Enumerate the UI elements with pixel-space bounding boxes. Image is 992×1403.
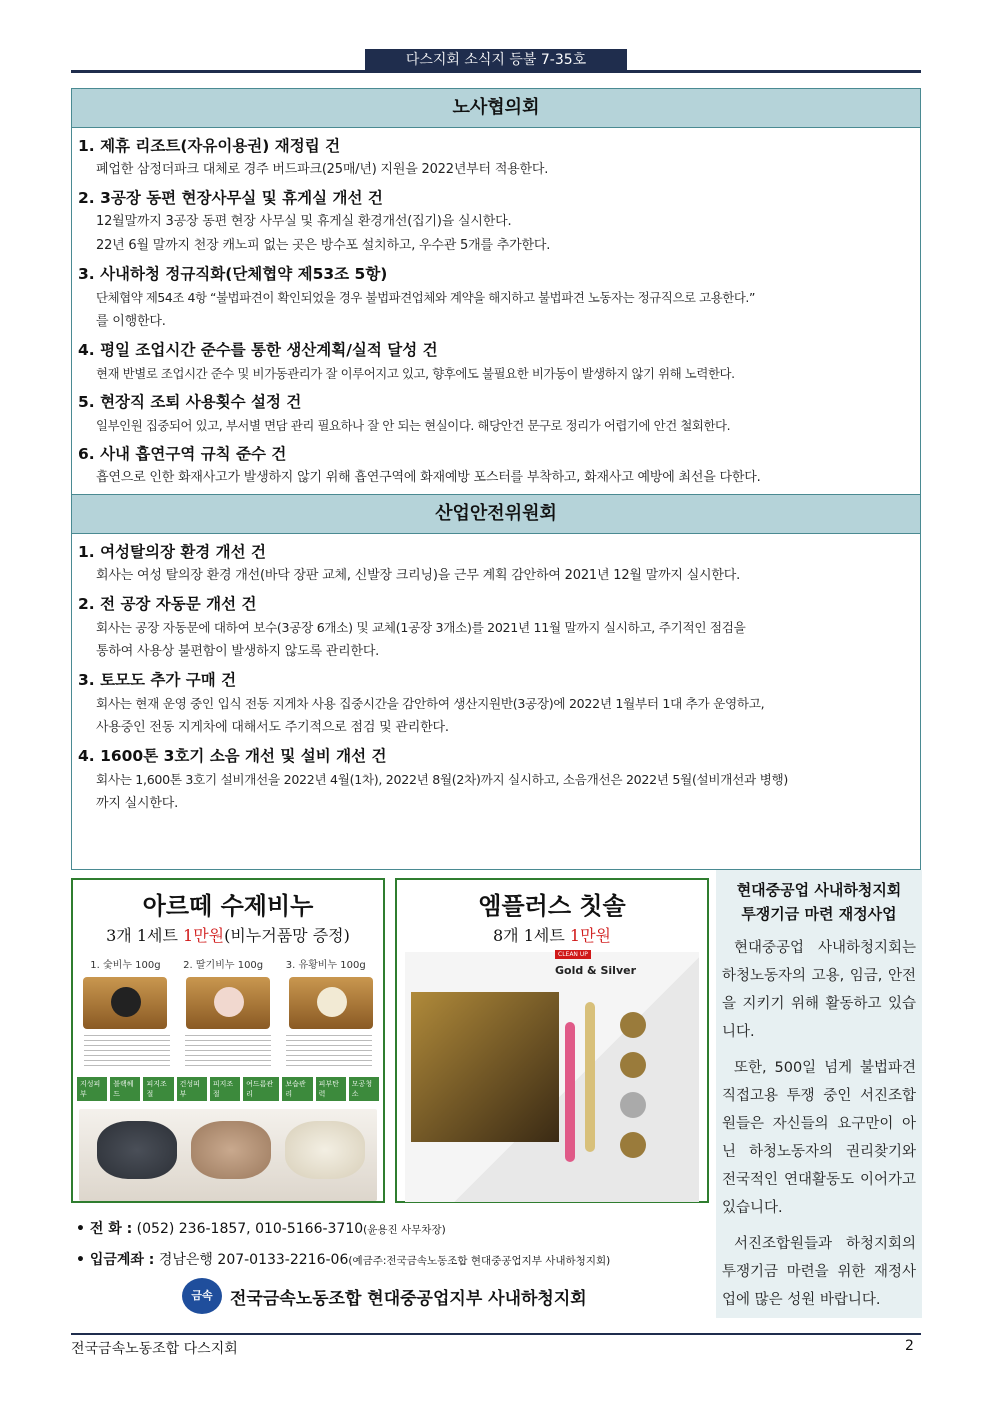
soap-type: 1. 숯비누 100g (90, 960, 161, 971)
soap-sub-suffix: (비누거품망 증정) (224, 926, 350, 945)
phone-label: • 전 화 : (76, 1221, 133, 1237)
soap-desc-block (185, 1035, 271, 1069)
soap-title: 아르떼 수제비누 (142, 892, 314, 920)
sulfur-soap-photo (289, 977, 373, 1029)
item-body: 현재 반별로 조업시간 준수 및 비가동관리가 잘 이루어지고 있고, 향후에도 불필요한 비가동이 발생하지 않기 위해 노력한다. (96, 366, 735, 381)
soap-price: 1만원 (183, 926, 225, 945)
soap-desc-block (84, 1035, 170, 1069)
item-body: 통하여 사용상 불편함이 발생하지 않도록 관리한다. (96, 644, 380, 659)
soap-promo (71, 878, 385, 1203)
soap-tag: 건성피부 (177, 1077, 207, 1101)
sidebar-subtitle: 투쟁기금 마련 재정사업 (741, 905, 897, 923)
soap-gift-box-photo (79, 1109, 377, 1201)
gold-silver-label: Gold & Silver (555, 964, 637, 977)
account-label: • 입금계좌 : (76, 1252, 155, 1268)
sidebar-paragraph: 현대중공업 사내하청지회는 하청노동자의 고용, 임금, 안전을 지키기 위해 활동하고 있습니다. (722, 940, 916, 1040)
account-line (76, 1245, 610, 1276)
brush-sub-prefix: 8개 1세트 (493, 926, 570, 945)
item-body: 를 이행한다. (96, 314, 166, 329)
soap-tag: 보습관리 (282, 1077, 312, 1101)
strawberry-soap-cake (191, 1121, 271, 1179)
union-name: 전국금속노동조합 현대중공업지부 사내하청지회 (230, 1289, 587, 1309)
bristle-detail-circle (620, 1092, 646, 1118)
section-heading-safety: 산업안전위원회 (72, 494, 920, 534)
item-body: 폐업한 삼정더파크 대체로 경주 버드파크(25매/년) 지원을 2022년부터 적용한다. (96, 162, 549, 177)
soap-tags (73, 1077, 383, 1101)
item-title: 5. 현장직 조퇴 사용횟수 설정 건 (78, 393, 302, 411)
item-title: 1. 여성탈의장 환경 개선 건 (78, 543, 266, 561)
brush-price: 1만원 (569, 926, 611, 945)
item-body: 12월말까지 3공장 동편 현장 사무실 및 휴게실 환경개선(집기)을 실시한다. (96, 214, 512, 229)
metal-union-logo: 금속 (182, 1278, 222, 1314)
gold-toothbrush (585, 1002, 595, 1152)
item-title: 2. 전 공장 자동문 개선 건 (78, 595, 257, 613)
toothbrush-title: 엠플러스 칫솔 (478, 892, 626, 920)
page-number: 2 (905, 1338, 914, 1354)
phone-number: (052) 236-1857, 010-5166-3710 (136, 1221, 364, 1237)
item-title: 4. 평일 조업시간 준수를 통한 생산계획/실적 달성 건 (78, 341, 438, 359)
soap-desc-block (286, 1035, 372, 1069)
toothbrush-photo (405, 952, 699, 1202)
sulfur-soap-cake (285, 1121, 365, 1179)
bristle-detail-circle (620, 1012, 646, 1038)
contact-info (76, 1214, 610, 1276)
soap-tag: 여드름관리 (243, 1077, 279, 1101)
soap-tag: 블랙헤드 (110, 1077, 140, 1101)
item-title: 6. 사내 흡연구역 규칙 준수 건 (78, 445, 287, 463)
item-title: 3. 사내하청 정규직화(단체협약 제53조 5항) (78, 265, 388, 283)
toothbrush-promo (395, 878, 709, 1203)
item-title: 1. 제휴 리조트(자유이용권) 재정립 건 (78, 137, 341, 155)
soap-tag: 모공청소 (349, 1077, 379, 1101)
fundraising-sidebar (716, 870, 922, 1318)
charcoal-soap-photo (83, 977, 167, 1029)
soap-tag: 피지조절 (210, 1077, 240, 1101)
soap-sub-prefix: 3개 1세트 (106, 926, 184, 945)
labor-items (72, 128, 920, 494)
item-body: 흡연으로 인한 화재사고가 발생하지 않기 위해 흡연구역에 화재예방 포스터를 부착하고, 화재사고 예방에 최선을 다한다. (96, 470, 761, 485)
item-body: 단체협약 제54조 4항 “불법파견이 확인되었을 경우 불법파견업체와 계약을 해지하고 불법파견 노동자는 정규직으로 고용한다.” (96, 290, 755, 305)
toothbrush-subtitle (397, 923, 707, 946)
item-body: 회사는 여성 탈의장 환경 개선(바닥 장판 교체, 신발장 크리닝)을 근무 계획 감안하여 2021년 12월 말까지 실시한다. (96, 568, 741, 583)
soap-types (73, 956, 383, 971)
soap-tag: 피지조절 (143, 1077, 173, 1101)
item-title: 4. 1600톤 3호기 소음 개선 및 설비 개선 건 (78, 747, 387, 765)
soap-tag: 지성피부 (77, 1077, 107, 1101)
account-number: 경남은행 207-0133-2216-06 (158, 1252, 349, 1268)
item-body: 사용중인 전동 지게차에 대해서도 주기적으로 점검 및 관리한다. (96, 720, 449, 735)
item-title: 3. 토모도 추가 구매 건 (78, 671, 237, 689)
soap-descriptions (73, 1035, 383, 1069)
account-note: (예금주:전국금속노동조합 현대중공업지부 사내하청지회) (348, 1255, 611, 1267)
item-body: 22년 6월 말까지 천장 캐노피 없는 곳은 방수포 설치하고, 우수관 5개를 추가한다. (96, 238, 551, 253)
safety-items (72, 534, 920, 820)
soap-photos (73, 977, 383, 1029)
clean-up-badge: CLEAN UP (555, 950, 591, 959)
soap-subtitle (73, 923, 383, 946)
strawberry-soap-photo (186, 977, 270, 1029)
charcoal-soap-cake (97, 1121, 177, 1179)
newsletter-title: 다스지회 소식지 등불 7-35호 (365, 49, 627, 71)
section-heading-labor: 노사협의회 (72, 89, 920, 128)
item-body: 까지 실시한다. (96, 796, 179, 811)
sidebar-title: 현대중공업 사내하청지회 (736, 881, 902, 899)
pink-toothbrush (565, 1022, 575, 1162)
sidebar-paragraph: 서진조합원들과 하청지회의 투쟁기금 마련을 위한 재정사업에 많은 성원 바랍니다. (722, 1236, 916, 1308)
soap-type: 2. 딸기비누 100g (183, 960, 264, 971)
sidebar-paragraph: 또한, 500일 넘게 불법파견 직접고용 투쟁 중인 서진조합원들은 자신들의 요구만이 아닌 하청노동자의 권리찾기와 전국적인 연대활동도 이어가고 있습니다. (722, 1060, 916, 1216)
soap-tag: 피부탄력 (316, 1077, 346, 1101)
item-body: 회사는 1,600톤 3호기 설비개선을 2022년 4월(1차), 2022년 8월(2차)까지 실시하고, 소음개선은 2022년 5월(설비개선과 병행) (96, 772, 788, 787)
item-body: 일부인원 집중되어 있고, 부서별 면담 관리 필요하나 잘 안 되는 현실이다. 해당안건 문구로 정리가 어렵기에 안건 철회한다. (96, 418, 731, 433)
bristle-detail-circle (620, 1052, 646, 1078)
footer-rule (71, 1333, 921, 1335)
item-body: 회사는 공장 자동문에 대하여 보수(3공장 6개소) 및 교체(1공장 3개소)를 2021년 11월 말까지 실시하고, 주기적인 점검을 (96, 620, 746, 635)
item-body: 회사는 현재 운영 중인 입식 전동 지게차 사용 집중시간을 감안하여 생산지원반(3공장)에 2022년 1월부터 1대 추가 운영하고, (96, 696, 765, 711)
bristle-detail-circle (620, 1132, 646, 1158)
minutes-box (71, 88, 921, 870)
gold-package-panel (411, 992, 559, 1142)
phone-note: (윤용진 사무차장) (363, 1224, 446, 1236)
item-title: 2. 3공장 동편 현장사무실 및 휴게실 개선 건 (78, 189, 383, 207)
soap-type: 3. 유황비누 100g (285, 960, 366, 971)
footer-org: 전국금속노동조합 다스지회 (71, 1341, 238, 1357)
header-rule (71, 70, 921, 73)
phone-line (76, 1214, 610, 1245)
